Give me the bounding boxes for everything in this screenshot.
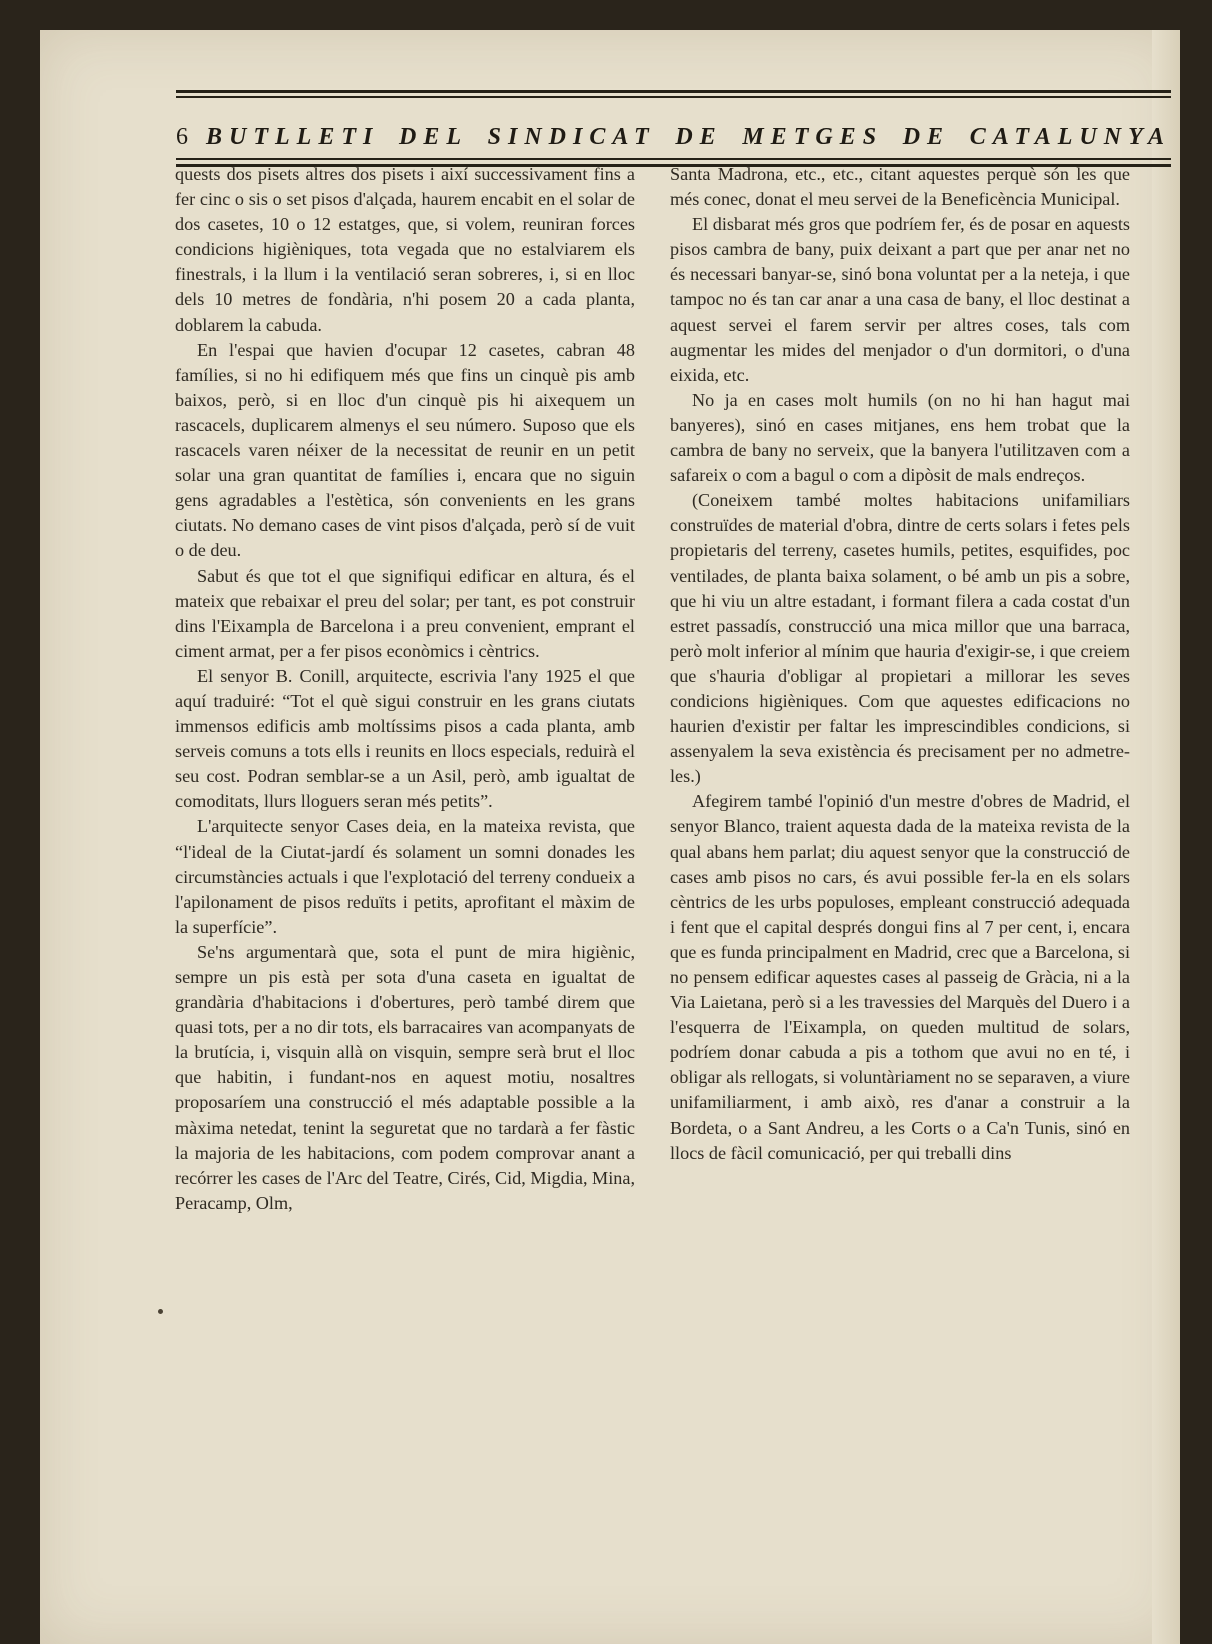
journal-title — [206, 124, 1171, 151]
paragraph: El senyor B. Conill, arquitecte, escrivia l'any 1925 el que aquí traduiré: “Tot el què sigui construir en les grans ciutats immensos edificis amb moltíssims pisos a cada planta, amb serveis comuns a tots ells i reunits en llocs especials, reduirà el seu cost. Podran semblar-se a un Asil, però, amb igualtat de comoditats, llurs lloguers seran més petits”. — [175, 665, 635, 812]
margin-dot — [158, 1309, 163, 1314]
paragraph: quests dos pisets altres dos pisets i així successivament fins a fer cinc o sis o set pisos d'alçada, haurem encabit en el solar de dos casetes, 10 o 12 estatges, que, si volem, reuniran forces condicions higièniques, tota vegada que no estalviarem els finestrals, i la llum i la ventilació seran sobreres, i, si en lloc dels 10 metres de fondària, n'hi posem 20 a cada planta, doblarem la cabuda. — [175, 164, 635, 335]
page — [40, 30, 1180, 1644]
title-word: METGES — [742, 123, 884, 150]
paragraph: El disbarat més gros que podríem fer, és de posar en aquests pisos cambra de bany, puix deixant a part que per anar net no és necessari banyar-se, sinó bona voluntat per a la neteja, i que tampoc no és tan car anar a una casa de bany, el lloc destinat a aquest servei el farem servir per altres coses, tals com augmentar les mides del menjador o d'un dormitori, o d'una eixida, etc. — [670, 214, 1130, 385]
left-column — [175, 162, 635, 1216]
paragraph: Se'ns argumentarà que, sota el punt de mira higiènic, sempre un pis està per sota d'una caseta en igualtat de grandària d'habitacions i d'obertures, però també direm que quasi tots, per a no dir tots, els barracaires van acompanyats de la brutícia, i, visquin allà on visquin, sempre serà brut el lloc que habitin, i fundant-nos en aquest motiu, nosaltres proposaríem una construcció el més adaptable possible a la màxima netedat, tenint la seguretat que no tardarà a fer fàstic la majoria de les habitacions, com podem comprovar anant a recórrer les cases de l'Arc del Teatre, Cirés, Cid, Migdia, Mina, Peracamp, Olm, — [175, 941, 635, 1213]
page-number: 6 — [176, 123, 188, 150]
paragraph: (Coneixem també moltes habitacions unifamiliars construïdes de material d'obra, dintre de certs solars i fetes pels propietaris del terreny, casetes humils, petites, esquifides, poc ventilades, de planta baixa solament, o bé amb un pis a sobre, que hi viu un altre estadant, i formant filera a cada costat d'un estret passadís, construcció una mica millor que una barraca, però molt inferior al mínim que hauria d'exigir-se, i que creiem que s'hauria d'obligar al propietari a millorar les seves condicions higièniques. Com que aquestes edificacions no haurien d'existir per faltar les imprescindibles condicions, si assenyalem la seva existència és precisament per no admetre-les.) — [670, 490, 1130, 787]
title-word: BUTLLETI — [206, 123, 380, 150]
header-rule-top-inner — [176, 96, 1171, 98]
title-word: DE — [902, 123, 951, 150]
paragraph: Afegirem també l'opinió d'un mestre d'obres de Madrid, el senyor Blanco, traient aquesta dada de la mateixa revista de la qual abans hem parlat; diu aquest senyor que la construcció de cases amb pisos no cars, és avui possible fer-la en els solars cèntrics de les urbs populoses, empleant construcció adequada i fent que el capital després dongui fins al 7 per cent, i, encara que es funda principalment en Madrid, crec que a Barcelona, si no pensem edificar aquestes cases al passeig de Gràcia, ni a la Via Laietana, però si a les travessies del Marquès del Duero i a l'esquerra de l'Eixampla, on queden multitud de solars, podríem donar cabuda a pis a tothom que avui no en té, i obligar als rellogats, si voluntàriament no se separaven, a viure unifamiliarment, i amb això, res d'anar a construir a la Bordeta, o a Sant Andreu, a les Corts o a Ca'n Tunis, sinó en llocs de fàcil comunicació, per qui treballi dins — [670, 791, 1130, 1163]
right-column — [670, 162, 1130, 1166]
header-rule-top — [176, 90, 1171, 93]
title-word: DEL — [398, 123, 468, 150]
header-rule-bottom-inner — [176, 158, 1171, 160]
title-word: DE — [675, 123, 723, 150]
paragraph: L'arquitecte senyor Cases deia, en la mateixa revista, que “l'ideal de la Ciutat-jardí és solament un somni donades les circumstàncies actuals i que l'explotació del terreny condueix a l'apilonament de pisos reduïts i petits, aprofitant el màxim de la superfície”. — [175, 816, 635, 937]
paragraph: Santa Madrona, etc., etc., citant aquestes perquè són les que més conec, donat el meu servei de la Beneficència Municipal. — [670, 164, 1130, 210]
paragraph: Sabut és que tot el que signifiqui edificar en altura, és el mateix que rebaixar el preu del solar; per tant, es pot construir dins l'Eixampla de Barcelona i a preu convenient, emprant el ciment armat, per a fer pisos econòmics i cèntrics. — [175, 565, 635, 661]
page-edge — [1152, 30, 1180, 1644]
header-row — [176, 120, 1171, 154]
paragraph: En l'espai que havien d'ocupar 12 casetes, cabran 48 famílies, si no hi edifiquem més que fins un cinquè pis amb baixos, però, si en lloc d'un cinquè pis hi aixequem un rascacels, duplicarem almenys el seu número. Suposo que els rascacels varen néixer de la necessitat de reunir en un petit solar una gran quantitat de famílies i, encara que no siguin gens agradables a l'estètica, són convenients en les grans ciutats. No demano cases de vint pisos d'alçada, però sí de vuit o de deu. — [175, 339, 635, 561]
running-header — [176, 90, 1171, 162]
paragraph: No ja en cases molt humils (on no hi han hagut mai banyeres), sinó en cases mitjanes, ens hem trobat que la cambra de bany no serveix, que la banyera l'utilitzaven com a safareix o com a bagul o com a dipòsit de mals endreços. — [670, 389, 1130, 486]
title-word: CATALUNYA — [969, 123, 1171, 150]
title-word: SINDICAT — [487, 123, 656, 150]
